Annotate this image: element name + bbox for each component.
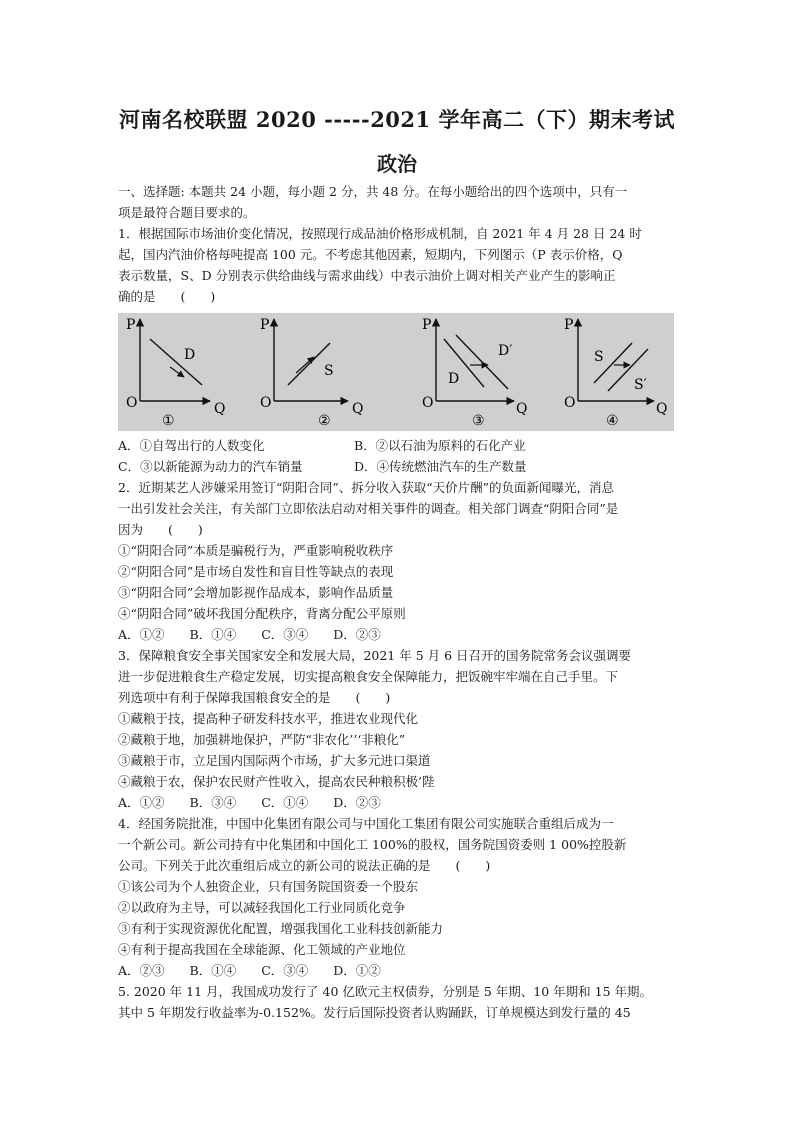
p-axis-label: P (126, 317, 136, 333)
q4-statement: ③有利于实现资源优化配置，增强我国化工业科技创新能力 (118, 921, 444, 936)
q1-options-row (118, 435, 678, 456)
curve-label-d-prime: D′ (498, 343, 513, 359)
q3-stem-line: 列选项中有利于保障我国粮食安全的是 ( ) (118, 690, 391, 705)
p-axis-label: P (422, 317, 432, 333)
subject-title: 政治 (377, 152, 417, 176)
q3-statement: ④藏粮于农，保护农民财产性收入，提高农民种粮积极’陛 (118, 774, 435, 789)
q2-stem-line: 2．近期某艺人涉嫌采用签订“阴阳合同”、拆分收入获取“天价片酬”的负面新闻曝光，消息 (118, 480, 615, 495)
curve-label-s: S (594, 349, 604, 365)
curve-label-d: D (448, 371, 460, 387)
q2-statement: ③“阴阳合同”会增加影视作品成本，影响作品质量 (118, 585, 394, 600)
q4-answer-options: A．②③ B．①④ C．③④ D．①② (118, 963, 381, 978)
q2-statement: ④“阴阳合同”破坏我国分配秩序，背离分配公平原则 (118, 606, 406, 621)
curve-label-s-prime: S′ (634, 377, 647, 393)
q4-stem-line: 公司。下列关于此次重组后成立的新公司的说法正确的是 ( ) (118, 858, 491, 873)
q4-statement: ①该公司为个人独资企业，只有国务院国资委一个股东 (118, 879, 419, 894)
supply-demand-figure (118, 313, 674, 431)
origin-label: O (126, 395, 138, 411)
origin-label: O (422, 395, 434, 411)
exam-body (118, 181, 678, 1023)
q1-option-c: C．③以新能源为动力的汽车销量 (118, 459, 303, 474)
origin-label: O (260, 395, 272, 411)
q1-option-a: A．①自驾出行的人数变化 (118, 438, 265, 453)
q1-stem-line: 表示数量，S、D 分别表示供给曲线与需求曲线）中表示油价上调对相关产业产生的影响正 (118, 268, 616, 283)
q3-stem-line: 3．保障粮食安全事关国家安全和发展大局，2021 年 5 月 6 日召开的国务院常务会议强调要 (118, 648, 632, 663)
panel-number: ③ (472, 413, 485, 429)
section-intro-line: 项是最符合题目要求的。 (118, 205, 256, 220)
q2-answer-options: A．①② B．①④ C．③④ D．②③ (118, 627, 381, 642)
q2-stem-line: 一出引发社会关注，有关部门立即依法启动对相关事件的调查。相关部门调查“阴阳合同”是 (118, 501, 619, 516)
q1-stem-line: 确的是 ( ) (118, 289, 216, 304)
q1-option-d: D．④传统燃油汽车的生产数量 (354, 459, 527, 474)
q4-statement: ②以政府为主导，可以减轻我国化工行业同质化竞争 (118, 900, 406, 915)
p-axis-label: P (564, 317, 574, 333)
figure-background (118, 313, 674, 431)
origin-label: O (564, 395, 576, 411)
q1-options-row (118, 456, 678, 477)
q3-statement: ③藏粮于市，立足国内国际两个市场，扩大多元进口渠道 (118, 753, 431, 768)
q1-option-b: B．②以石油为原料的石化产业 (354, 438, 526, 453)
q4-stem-line: 4．经国务院批准，中国中化集团有限公司与中国化工集团有限公司实施联合重组后成为一 (118, 816, 614, 831)
q2-statement: ②“阴阳合同”是市场自发性和盲目性等缺点的表现 (118, 564, 394, 579)
q2-stem-line: 因为 ( ) (118, 522, 203, 537)
q3-stem-line: 进一步促进粮食生产稳定发展，切实提高粮食安全保障能力，把饭碗牢牢端在自己手里。下 (118, 669, 619, 684)
curve-label-s: S (324, 363, 334, 379)
curve-label-d: D (184, 347, 196, 363)
q1-stem-line: 1．根据国际市场油价变化情况，按照现行成品油价格形成机制，自 2021 年 4 月 28 日 24 时 (118, 226, 642, 241)
q5-stem-line: 5. 2020 年 11 月，我国成功发行了 40 亿欧元主权债券，分别是 5 年期、10 年期和 15 年期。 (118, 984, 653, 999)
q1-stem-line: 起，国内汽油价格每吨提高 100 元。不考虑其他因素，短期内，下列图示（P 表示价格，Q (118, 247, 623, 262)
q4-stem-line: 一个新公司。新公司持有中化集团和中国化工 100%的股权，国务院国资委则 1 00%控股新 (118, 837, 627, 852)
q5-stem-line: 其中 5 年期发行收益率为-0.152%。发行后国际投资者认购踊跃，订单规模达到发行量的 45 (118, 1005, 631, 1020)
panel-number: ④ (606, 413, 619, 429)
q3-answer-options: A．①② B．③④ C．①④ D．②③ (118, 795, 381, 810)
p-axis-label: P (260, 317, 270, 333)
panel-number: ① (162, 413, 175, 429)
exam-title: 河南名校联盟 2020 -----2021 学年高二（下）期末考试 (119, 107, 675, 132)
q-axis-label: Q (516, 401, 528, 417)
q3-statement: ①藏粮于技，提高种子研发科技水平，推进农业现代化 (118, 711, 419, 726)
q-axis-label: Q (656, 401, 668, 417)
q2-statement: ①“阴阳合同”本质是骗税行为，严重影响税收秩序 (118, 543, 394, 558)
q-axis-label: Q (214, 401, 226, 417)
section-intro-line: 一、选择题: 本题共 24 小题，每小题 2 分，共 48 分。在每小题给出的四个选项中，只有一 (118, 184, 628, 199)
q-axis-label: Q (352, 401, 364, 417)
panel-number: ② (318, 413, 331, 429)
q3-statement: ②藏粮于地，加强耕地保护，严防“非农化’’‘非粮化” (118, 732, 406, 747)
q4-statement: ④有利于提高我国在全球能源、化工领域的产业地位 (118, 942, 406, 957)
